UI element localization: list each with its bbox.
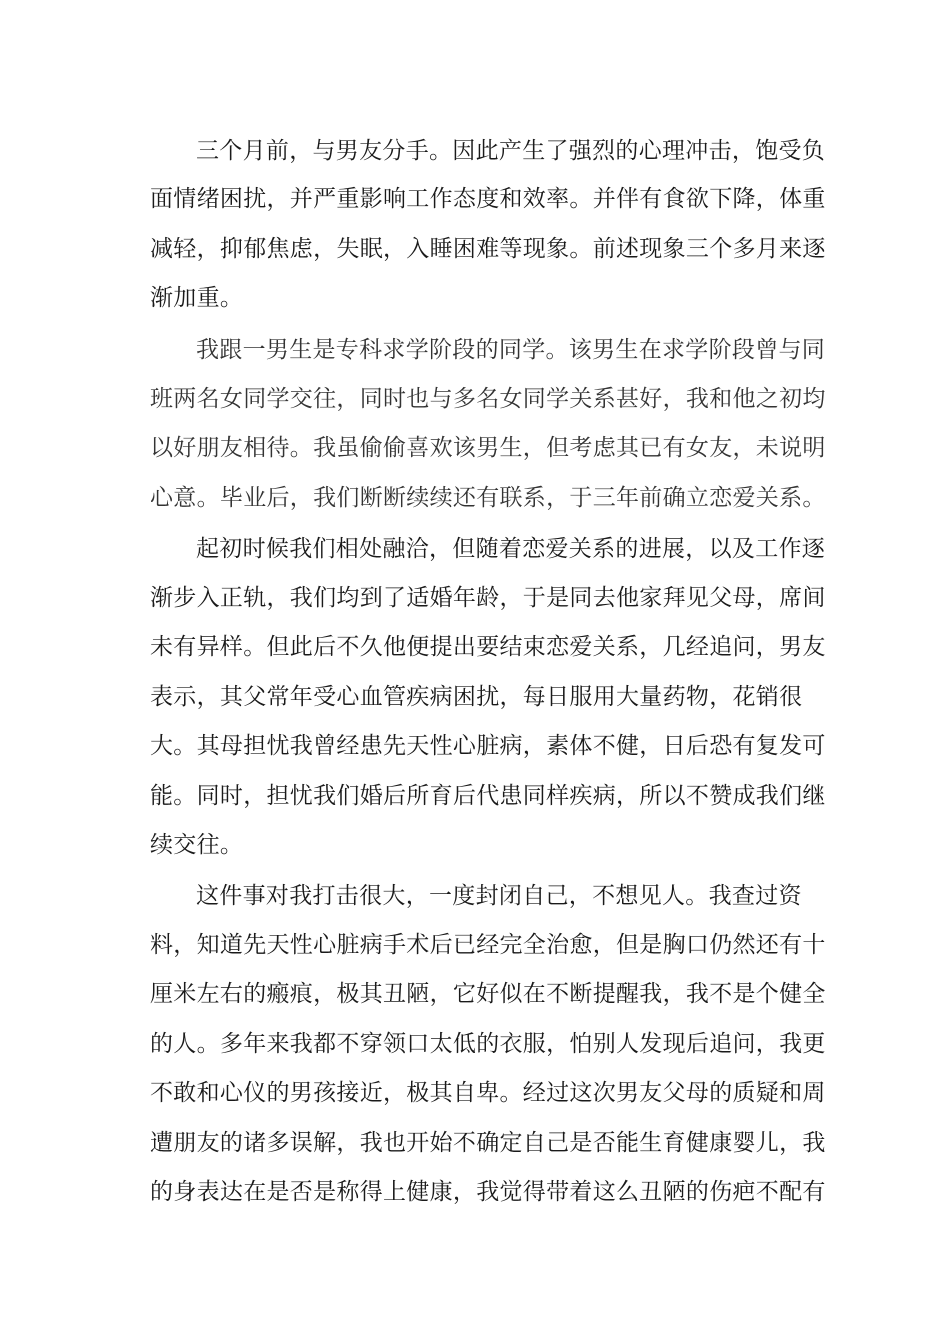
text-line: 以好朋友相待。我虽偷偷喜欢该男生，但考虑其已有女友，未说明	[150, 435, 826, 461]
text-line: 未有异样。但此后不久他便提出要结束恋爱关系，几经追问，男友	[150, 634, 826, 660]
text-line: 的身表达在是否是称得上健康，我觉得带着这么丑陋的伤疤不配有	[150, 1179, 826, 1205]
text-line: 起初时候我们相处融洽，但随着恋爱关系的进展，以及工作逐	[196, 536, 826, 562]
text-line: 渐加重。	[150, 285, 244, 311]
text-line: 面情绪困扰，并严重影响工作态度和效率。并伴有食欲下降，体重	[150, 186, 826, 212]
text-line: 班两名女同学交往，同时也与多名女同学关系甚好，我和他之初均	[150, 386, 826, 412]
text-line: 减轻，抑郁焦虑，失眠，入睡困难等现象。前述现象三个多月来逐	[150, 236, 826, 262]
text-line: 心意。毕业后，我们断断续续还有联系，于三年前确立恋爱关系。	[150, 485, 826, 511]
text-line: 遭朋友的诸多误解，我也开始不确定自己是否能生育健康婴儿，我	[150, 1130, 826, 1156]
text-line: 大。其母担忧我曾经患先天性心脏病，素体不健，日后恐有复发可	[150, 733, 826, 759]
text-line: 的人。多年来我都不穿领口太低的衣服，怕别人发现后追问，我更	[150, 1031, 826, 1057]
text-line: 料，知道先天性心脏病手术后已经完全治愈，但是胸口仍然还有十	[150, 932, 826, 958]
text-line: 厘米左右的瘢痕，极其丑陋，它好似在不断提醒我，我不是个健全	[150, 981, 826, 1007]
text-line: 不敢和心仪的男孩接近，极其自卑。经过这次男友父母的质疑和周	[150, 1080, 826, 1106]
text-line: 续交往。	[150, 832, 244, 858]
text-line: 表示，其父常年受心血管疾病困扰，每日服用大量药物，花销很	[150, 684, 803, 710]
text-line: 我跟一男生是专科求学阶段的同学。该男生在求学阶段曾与同	[196, 337, 826, 363]
text-line: 能。同时，担忧我们婚后所育后代患同样疾病，所以不赞成我们继	[150, 783, 826, 809]
text-line: 三个月前，与男友分手。因此产生了强烈的心理冲击，饱受负	[196, 138, 826, 164]
text-line: 这件事对我打击很大，一度封闭自己，不想见人。我查过资	[196, 883, 802, 909]
text-line: 渐步入正轨，我们均到了适婚年龄，于是同去他家拜见父母，席间	[150, 585, 826, 611]
